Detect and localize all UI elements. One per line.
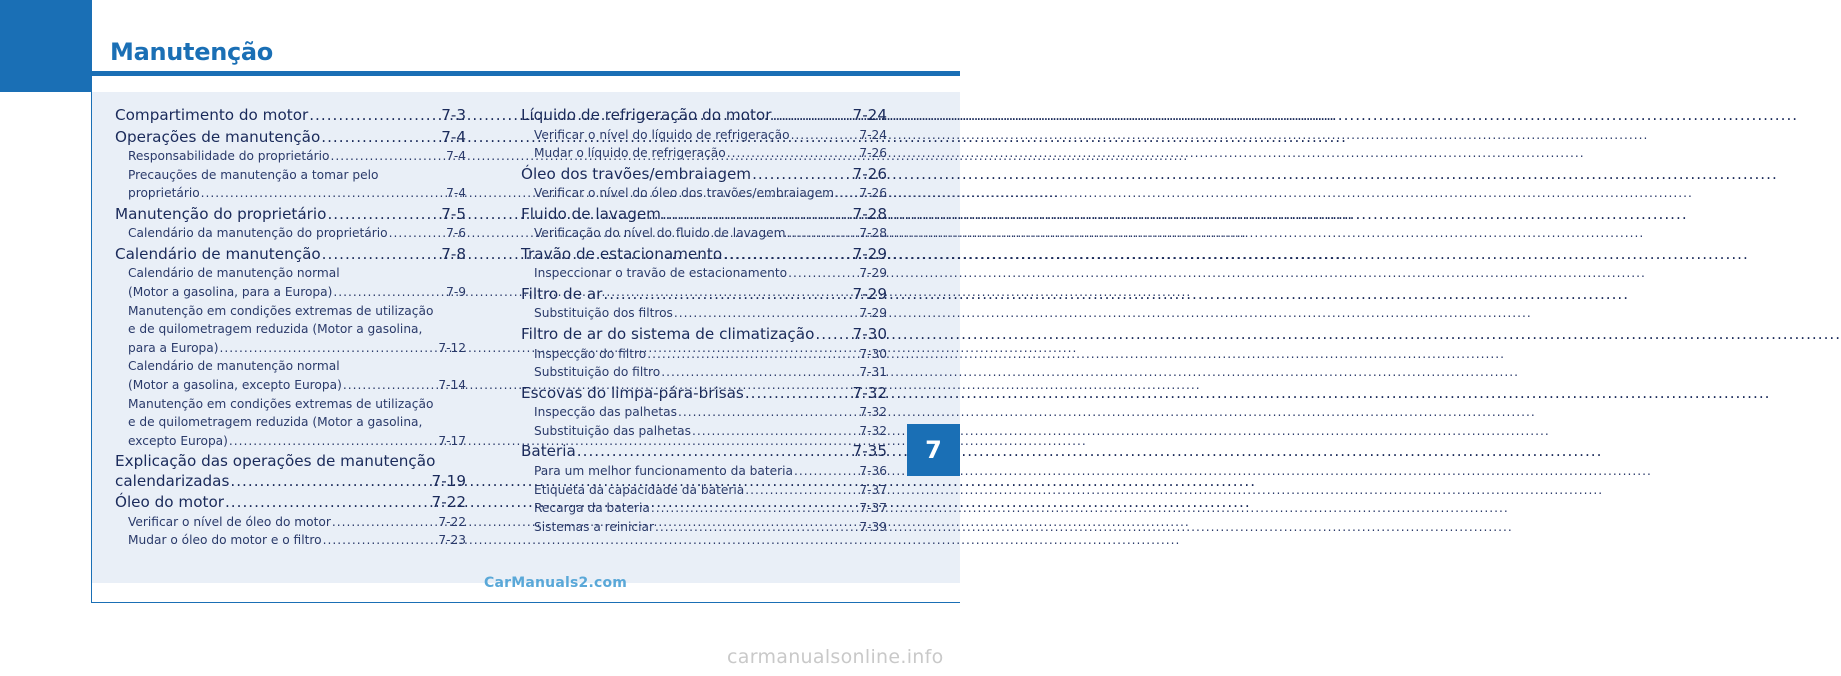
toc-entry-line: Manutenção em condições extremas de utilização (128, 303, 434, 318)
toc-page-number: 7-30 (859, 346, 887, 361)
toc-entry[interactable] (115, 106, 466, 126)
toc-entry[interactable] (115, 513, 466, 532)
toc-leader-dots (201, 184, 445, 203)
toc-leader-dots (219, 339, 437, 358)
toc-section (115, 245, 466, 265)
toc-subsection (521, 499, 887, 518)
toc-entry[interactable] (521, 518, 887, 537)
toc-label: Inspecção das palhetas (534, 405, 677, 420)
vertical-rule (91, 0, 92, 603)
toc-leader-dots (389, 224, 445, 243)
toc-leader-dots (815, 325, 851, 345)
toc-entry[interactable] (521, 245, 887, 265)
toc-page-number: 7-39 (859, 519, 887, 534)
toc-entry[interactable] (115, 395, 466, 451)
toc-entry[interactable] (521, 285, 887, 305)
toc-leader-dots (662, 205, 852, 225)
toc-leader-dots (692, 422, 858, 441)
toc-entry[interactable] (115, 166, 466, 203)
toc-entry[interactable] (521, 442, 887, 462)
toc-page-number: 7-24 (859, 127, 887, 142)
toc-leader-dots (835, 184, 858, 203)
toc-page-number: 7-31 (859, 365, 887, 380)
toc-entry[interactable] (521, 325, 887, 345)
toc-label: Líquido de refrigeração do motor (521, 106, 772, 124)
toc-entry[interactable] (521, 106, 887, 126)
toc-subsection (115, 224, 466, 243)
toc-entry-line: Explicação das operações de manutenção (115, 452, 436, 471)
toc-page-number: 7-28 (852, 204, 887, 223)
toc-entry[interactable] (521, 224, 887, 243)
toc-entry[interactable] (115, 224, 466, 243)
toc-label: Verificar o nível do líquido de refrigeração (534, 127, 790, 142)
toc-section (521, 165, 887, 185)
toc-page-number: 7-32 (859, 423, 887, 438)
toc-entry[interactable] (521, 384, 887, 404)
toc-label: Substituição do filtro (534, 365, 661, 380)
toc-page-number: 7-37 (859, 482, 887, 497)
toc-entry-line: e de quilometragem reduzida (Motor a gasolina, (128, 415, 423, 430)
toc-leader-dots (788, 264, 858, 283)
toc-entry[interactable] (115, 357, 466, 394)
toc-label: Mudar o líquido de refrigeração (534, 146, 726, 161)
toc-label: Sistemas a reiniciar (534, 519, 654, 534)
toc-subsection (521, 462, 887, 481)
toc-entry[interactable] (521, 403, 887, 422)
toc-entry-line: e de quilometragem reduzida (Motor a gasolina, (128, 322, 423, 337)
toc-label: Filtro de ar (521, 284, 603, 303)
toc-entry[interactable] (521, 165, 887, 185)
toc-page-number: 7-26 (859, 146, 887, 161)
watermark: CarManuals2.com (484, 575, 628, 591)
toc-section (115, 205, 466, 225)
toc-page-number: 7-9 (446, 284, 466, 299)
toc-leader-dots (752, 165, 851, 185)
toc-entry[interactable] (115, 147, 466, 166)
toc-entry[interactable] (521, 363, 887, 382)
toc-label: Recarga da bateria (534, 501, 650, 516)
toc-page-number: 7-3 (441, 106, 466, 124)
toc-leader-dots (745, 384, 852, 404)
toc-entry-line: Manutenção em condições extremas de utilização (128, 396, 434, 411)
toc-label: Fluido de lavagem (521, 204, 661, 223)
toc-leader-dots (772, 106, 851, 126)
toc-label: Calendário da manutenção do proprietário (128, 226, 388, 241)
toc-page-number: 7-14 (438, 377, 466, 392)
toc-leader-dots (322, 245, 441, 265)
toc-subsection (115, 184, 466, 203)
toc-entry-line: Precauções de manutenção a tomar pelo (128, 167, 379, 182)
toc-leader-dots (603, 285, 851, 305)
toc-page-number: 7-19 (431, 471, 466, 490)
toc-page-number: 7-29 (859, 266, 887, 281)
toc-entry[interactable] (521, 462, 887, 481)
toc-subsection (521, 403, 887, 422)
toc-entry[interactable] (521, 304, 887, 323)
toc-page-number: 7-29 (852, 244, 887, 263)
toc-page-number: 7-23 (438, 533, 466, 548)
site-watermark: carmanualsonline.info (727, 646, 944, 668)
toc-subsection (115, 339, 466, 358)
toc-entry[interactable] (115, 245, 466, 265)
toc-section (521, 106, 887, 126)
toc-entry[interactable] (521, 264, 887, 283)
toc-label: (Motor a gasolina, excepto Europa) (128, 377, 342, 392)
toc-leader-dots (225, 493, 431, 513)
toc-leader-dots (727, 144, 859, 163)
toc-entry-line: Calendário de manutenção normal (128, 359, 340, 374)
toc-entry[interactable] (115, 302, 466, 358)
toc-leader-dots (674, 304, 858, 323)
toc-leader-dots (791, 126, 859, 145)
toc-label: Travão de estacionamento (521, 244, 723, 263)
title-rule (92, 71, 960, 76)
toc-leader-dots (786, 224, 858, 243)
toc-leader-dots (678, 403, 858, 422)
toc-label: Para um melhor funcionamento da bateria (534, 463, 794, 478)
toc-label: Inspecção do filtro (534, 346, 647, 361)
toc-page-number: 7-32 (859, 405, 887, 420)
toc-subsection (521, 126, 887, 145)
toc-subsection (521, 518, 887, 537)
toc-entry[interactable] (521, 205, 887, 225)
toc-label: Compartimento do motor (115, 106, 309, 124)
toc-page-number: 7-17 (438, 433, 466, 448)
toc-label: Manutenção do proprietário (115, 204, 327, 223)
toc-leader-dots (647, 345, 858, 364)
toc-leader-dots (229, 432, 437, 451)
toc-entry[interactable] (115, 205, 466, 225)
toc-subsection (115, 147, 466, 166)
toc-page-number: 7-24 (852, 106, 887, 124)
toc-leader-dots (333, 283, 445, 302)
toc-page-number: 7-4 (441, 127, 466, 146)
toc-entry[interactable] (115, 531, 466, 550)
toc-entry[interactable] (521, 481, 887, 500)
toc-entry[interactable] (521, 144, 887, 163)
toc-right-column (521, 106, 887, 536)
toc-subsection (521, 224, 887, 243)
toc-label: excepto Europa) (128, 433, 228, 448)
toc-page-number: 7-28 (859, 226, 887, 241)
toc-entry[interactable] (521, 184, 887, 203)
toc-section (115, 106, 466, 126)
toc-section (521, 325, 887, 345)
toc-leader-dots (230, 472, 430, 492)
toc-label: para a Europa) (128, 340, 219, 355)
toc-page-number: 7-12 (438, 340, 466, 355)
corner-block (0, 0, 92, 92)
toc-label: Óleo dos travões/embraiagem (521, 164, 752, 183)
toc-page-number: 7-29 (859, 306, 887, 321)
toc-leader-dots (321, 128, 440, 148)
toc-label: Verificar o nível do óleo dos travões/embraiagem (534, 186, 835, 201)
toc-leader-dots (794, 462, 858, 481)
toc-label: Substituição das palhetas (534, 423, 691, 438)
toc-label: Etiqueta da capacidade da bateria (534, 482, 745, 497)
toc-leader-dots (723, 245, 851, 265)
toc-entry[interactable] (115, 128, 466, 148)
toc-leader-dots (327, 205, 440, 225)
page-title: Manutenção (110, 38, 273, 66)
toc-section (521, 442, 887, 462)
toc-entry[interactable] (521, 499, 887, 518)
toc-page-number: 7-5 (441, 204, 466, 223)
toc-leader-dots (330, 147, 445, 166)
toc-subsection (521, 481, 887, 500)
toc-label: Responsabilidade do proprietário (128, 149, 330, 163)
toc-section (115, 128, 466, 148)
toc-leader-dots (655, 518, 858, 537)
toc-page-number: 7-6 (446, 226, 466, 241)
toc-section (115, 472, 466, 492)
toc-entry[interactable] (521, 345, 887, 364)
toc-page-number: 7-4 (446, 186, 466, 201)
toc-section (521, 245, 887, 265)
toc-label: Verificar o nível de óleo do motor (128, 514, 331, 529)
toc-page-number: 7-26 (859, 186, 887, 201)
toc-label: Operações de manutenção (115, 127, 321, 146)
toc-label: Verificação do nível do fluido de lavagem (534, 226, 786, 241)
toc-entry[interactable] (115, 493, 466, 513)
toc-subsection (521, 304, 887, 323)
toc-entry[interactable] (521, 126, 887, 145)
toc-left-column (115, 106, 466, 550)
toc-leader-dots (343, 376, 438, 395)
toc-page-number: 7-8 (441, 244, 466, 263)
toc-entry[interactable] (521, 422, 887, 441)
toc-page-number: 7-35 (852, 442, 887, 461)
toc-subsection (521, 345, 887, 364)
toc-label: calendarizadas (115, 471, 230, 490)
toc-leader-dots (577, 442, 852, 462)
toc-page-number: 7-26 (852, 164, 887, 183)
toc-section (521, 384, 887, 404)
toc-page-number: 7-32 (852, 383, 887, 402)
toc-page-number: 7-29 (852, 284, 887, 303)
toc-leader-dots (309, 106, 440, 126)
toc-label: Óleo do motor (115, 493, 224, 512)
toc-page-number: 7-22 (431, 493, 466, 512)
toc-subsection (115, 432, 466, 451)
toc-label: Substituição dos filtros (534, 306, 673, 321)
toc-label: Mudar o óleo do motor e o filtro (128, 533, 322, 548)
chapter-tab[interactable]: 7 (907, 424, 960, 476)
toc-label: Bateria (521, 442, 576, 461)
toc-section (521, 205, 887, 225)
toc-label: proprietário (128, 186, 200, 201)
toc-section (115, 493, 466, 513)
toc-entry[interactable] (115, 452, 466, 491)
toc-subsection (115, 531, 466, 550)
toc-subsection (115, 513, 466, 532)
toc-page-number: 7-37 (859, 501, 887, 516)
toc-subsection (521, 422, 887, 441)
bottom-rule (91, 602, 960, 603)
toc-entry[interactable] (115, 264, 466, 301)
toc-subsection (115, 376, 466, 395)
toc-label: Filtro de ar do sistema de climatização (521, 325, 815, 344)
toc-entry-line: Calendário de manutenção normal (128, 266, 340, 281)
toc-page-number: 7-36 (859, 463, 887, 478)
toc-label: Calendário de manutenção (115, 244, 321, 263)
toc-page-number: 7-30 (852, 325, 887, 344)
toc-label: Escovas do limpa-pára-brisas (521, 383, 744, 402)
toc-subsection (521, 184, 887, 203)
toc-subsection (521, 363, 887, 382)
toc-subsection (115, 283, 466, 302)
toc-page-number: 7-22 (438, 514, 466, 529)
toc-leader-dots (745, 481, 858, 500)
toc-label: Inspeccionar o travão de estacionamento (534, 266, 788, 281)
toc-page-number: 7-4 (446, 149, 466, 163)
toc-leader-dots (323, 531, 438, 550)
toc-leader-dots (332, 513, 437, 532)
toc-leader-dots (651, 499, 858, 518)
toc-label: (Motor a gasolina, para a Europa) (128, 284, 333, 299)
toc-subsection (521, 144, 887, 163)
toc-section (521, 285, 887, 305)
toc-subsection (521, 264, 887, 283)
toc-leader-dots (661, 363, 858, 382)
